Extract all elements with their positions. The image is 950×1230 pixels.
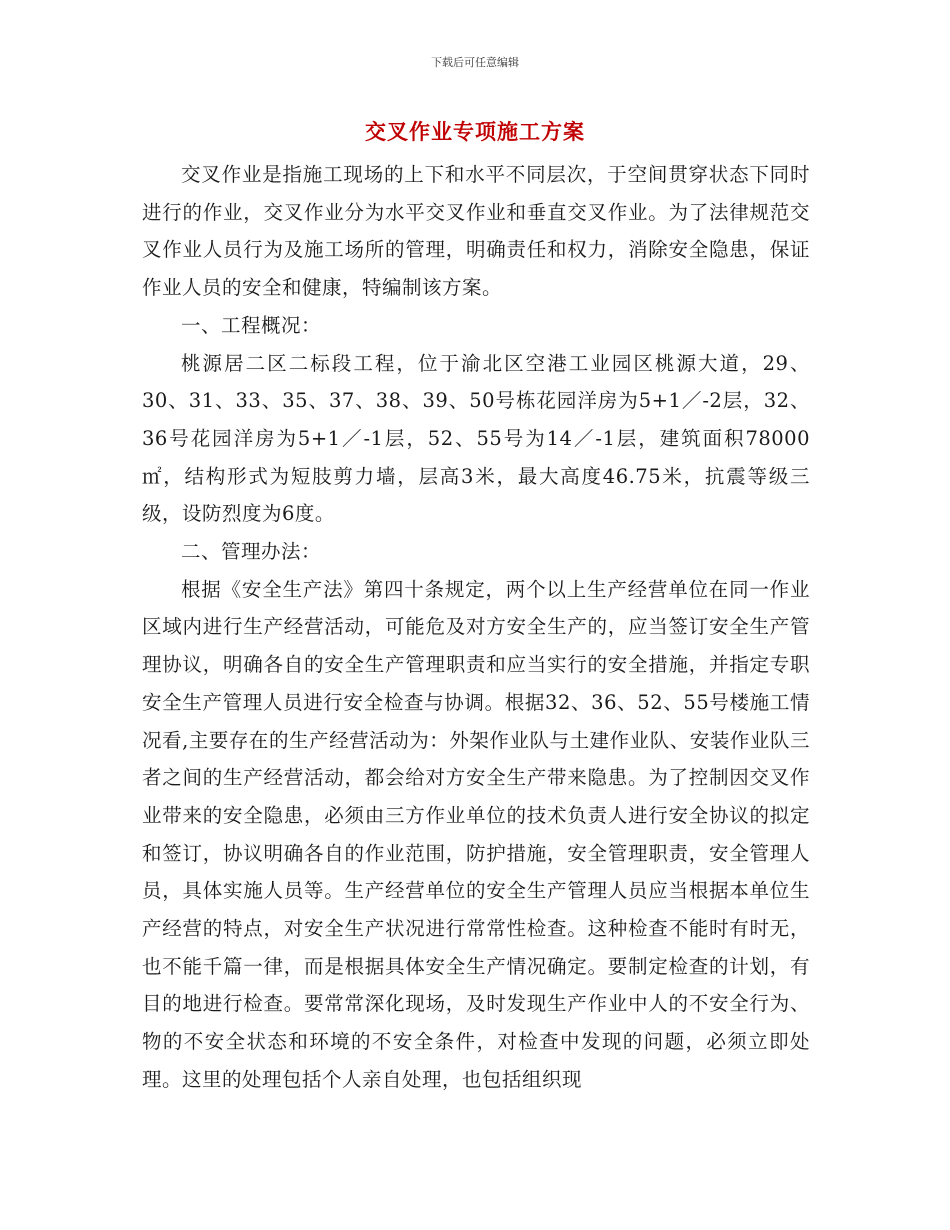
document-body xyxy=(142,156,810,1099)
document-title: 交叉作业专项施工方案 xyxy=(365,119,585,144)
paragraph-intro: 交叉作业是指施工现场的上下和水平不同层次，于空间贯穿状态下同时进行的作业，交叉作业分为水平交叉作业和垂直交叉作业。为了法律规范交叉作业人员行为及施工场所的管理，明确责任和权力，消除安全隐患，保证作业人员的安全和健康，特编制该方案。 xyxy=(142,163,810,300)
paragraph-project-overview: 桃源居二区二标段工程，位于渝北区空港工业园区桃源大道，29、30、31、33、35、37、38、39、50号栋花园洋房为5+1／-2层，32、36号花园洋房为5+1／-1层，52、55号为14／-1层，建筑面积78000㎡，结构形式为短肢剪力墙，层高3米，最大高度46.75米，抗震等级三级，设防烈度为6度。 xyxy=(142,351,810,526)
paragraph-management: 根据《安全生产法》第四十条规定，两个以上生产经营单位在同一作业区域内进行生产经营活动，可能危及对方安全生产的，应当签订安全生产管理协议，明确各自的安全生产管理职责和应当实行的安全措施，并指定专职安全生产管理人员进行安全检查与协调。根据32、36、52、55号楼施工情况看,主要存在的生产经营活动为：外架作业队与土建作业队、安装作业队三者之间的生产经营活动，都会给对方安全生产带来隐患。为了控制因交叉作业带来的安全隐患，必须由三方作业单位的技术负责人进行安全协议的拟定和签订，协议明确各自的作业范围，防护措施，安全管理职责，安全管理人员，具体实施人员等。生产经营单位的安全生产管理人员应当根据本单位生产经营的特点，对安全生产状况进行常常性检查。这种检查不能时有时无，也不能千篇一律，而是根据具体安全生产情况确定。要制定检查的计划，有目的地进行检查。要常常深化现场，及时发现生产作业中人的不安全行为、物的不安全状态和环境的不安全条件，对检查中发现的问题，必须立即处理。这里的处理包括个人亲自处理，也包括组织现 xyxy=(142,577,810,1091)
header-note: 下载后可任意编辑 xyxy=(431,56,519,69)
section-heading-management: 二、管理办法： xyxy=(181,540,322,564)
section-heading-project-overview: 一、工程概况： xyxy=(181,313,322,337)
